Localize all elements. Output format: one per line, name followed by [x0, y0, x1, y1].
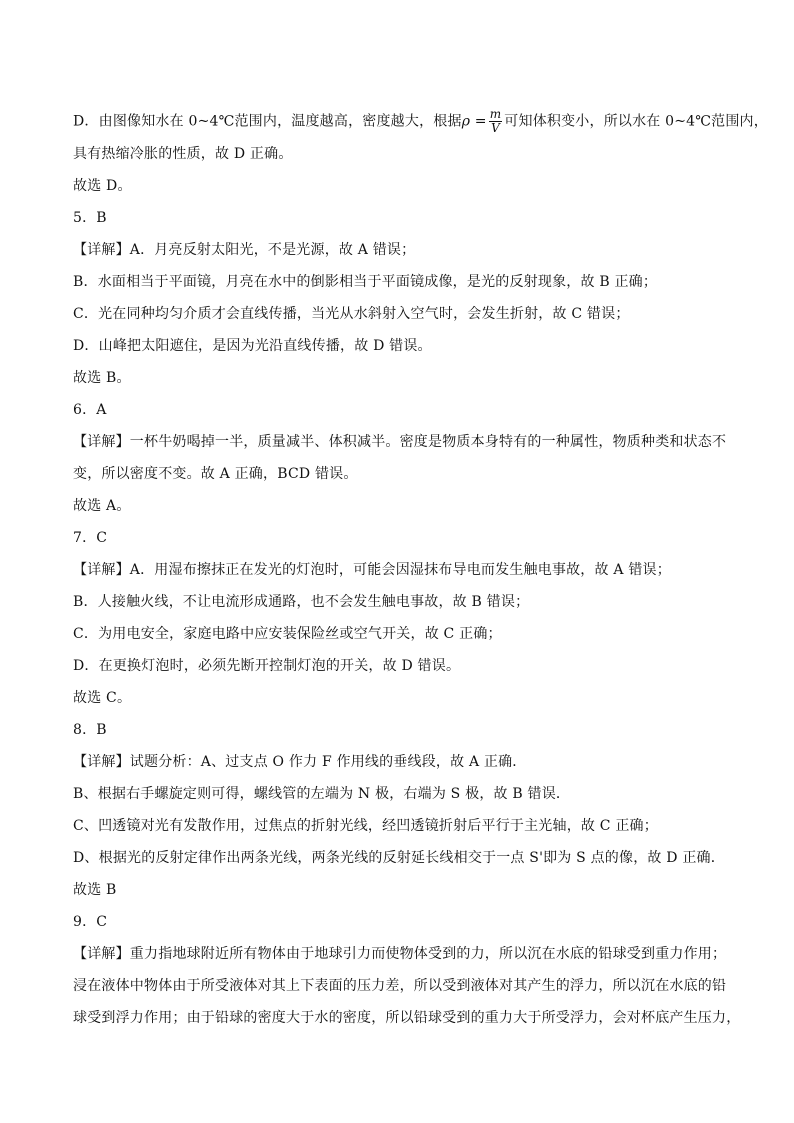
question-answer: 9．C — [73, 914, 108, 930]
conclusion-line: 故选 A。 — [73, 498, 131, 514]
conclusion-line: 故选 B — [73, 882, 117, 898]
explanation-line: 【详解】A．月亮反射太阳光，不是光源，故 A 错误； — [73, 242, 416, 258]
explanation-line: B、根据右手螺旋定则可得，螺线管的左端为 N 极，右端为 S 极，故 B 错误． — [73, 786, 571, 802]
density-symbol: ρ = — [461, 113, 487, 130]
question-answer: 6．A — [73, 402, 107, 418]
text-line-1 — [73, 108, 768, 135]
conclusion-line: 故选 C。 — [73, 690, 132, 706]
explanation-line: D．在更换灯泡时，必须先断开控制灯泡的开关，故 D 错误。 — [73, 658, 461, 674]
conclusion-line: 故选 D。 — [73, 178, 132, 194]
question-answer: 7．C — [73, 530, 108, 546]
explanation-line: 球受到浮力作用；由于铅球的密度大于水的密度，所以铅球受到的重力大于所受浮力，会对杯底产生压力， — [73, 1010, 741, 1026]
conclusion-line: 故选 B。 — [73, 370, 131, 386]
question-answer: 8．B — [73, 722, 107, 738]
explanation-line: D．山峰把太阳遮住，是因为光沿直线传播，故 D 错误。 — [73, 338, 432, 354]
explanation-line: 【详解】重力指地球附近所有物体由于地球引力而使物体受到的力，所以沉在水底的铅球受到重力作用； — [73, 946, 727, 962]
text-segment: 可知体积变小，所以水在 0~4℃范围内， — [504, 113, 768, 130]
explanation-line: 变，所以密度不变。故 A 正确，BCD 错误。 — [73, 466, 358, 482]
explanation-line: 【详解】A．用湿布擦抹正在发光的灯泡时，可能会因湿抹布导电而发生触电事故，故 A 错误； — [73, 562, 671, 578]
explanation-line: B．人接触火线，不让电流形成通路，也不会发生触电事故，故 B 错误； — [73, 594, 530, 610]
fraction-denominator: V — [491, 121, 500, 135]
explanation-line: B．水面相当于平面镜，月亮在水中的倒影相当于平面镜成像，是光的反射现象，故 B 正确； — [73, 274, 658, 290]
explanation-line: 【详解】试题分析：A、过支点 O 作力 F 作用线的垂线段，故 A 正确． — [73, 754, 527, 770]
explanation-line: C、凹透镜对光有发散作用，过焦点的折射光线，经凹透镜折射后平行于主光轴，故 C 正确； — [73, 818, 658, 834]
explanation-line: 【详解】一杯牛奶喝掉一半，质量减半、体积减半。密度是物质本身特有的一种属性，物质种类和状态不 — [73, 434, 727, 450]
explanation-line: C．为用电安全，家庭电路中应安装保险丝或空气开关，故 C 正确； — [73, 626, 502, 642]
text-line-2: 具有热缩冷胀的性质，故 D 正确。 — [73, 146, 293, 162]
text-segment: D．由图像知水在 0~4℃范围内，温度越高，密度越大，根据 — [73, 113, 462, 130]
explanation-line: 浸在液体中物体由于所受液体对其上下表面的压力差，所以受到液体对其产生的浮力，所以沉在水底的铅 — [73, 978, 727, 994]
explanation-line: C．光在同种均匀介质才会直线传播，当光从水斜射入空气时，会发生折射，故 C 错误； — [73, 306, 630, 322]
density-fraction — [489, 108, 503, 135]
fraction-numerator: m — [489, 107, 502, 121]
explanation-line: D、根据光的反射定律作出两条光线，两条光线的反射延长线相交于一点 S'即为 S 点的像，故 D 正确． — [73, 850, 725, 866]
question-answer: 5．B — [73, 210, 107, 226]
